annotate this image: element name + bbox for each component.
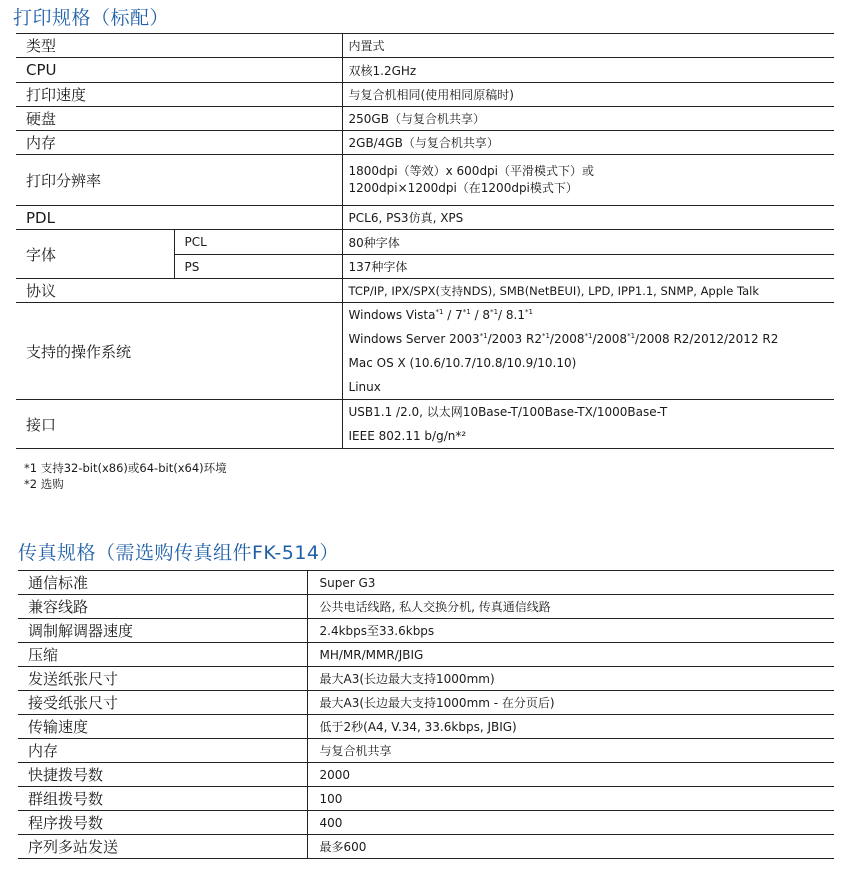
row-value: 100 [307,787,834,811]
row-value: TCP/IP, IPX/SPX(支持NDS), SMB(NetBEUI), LPD, IPP1.1, SNMP, Apple Talk [342,279,834,303]
row-value: 250GB（与复合机共享） [342,107,834,131]
spec-row-type [16,34,834,58]
fax-row [18,595,834,619]
row-sublabel: PS [174,255,342,279]
spec-row-speed [16,83,834,107]
row-value: 低于2秒(A4, V.34, 33.6kbps, JBIG) [307,715,834,739]
row-sublabel: PCL [174,230,342,255]
fax-spec-table [18,570,834,859]
row-label: 序列多站发送 [18,835,307,859]
fax-row [18,667,834,691]
row-value: 双核1.2GHz [342,58,834,83]
row-value: PCL6, PS3仿真, XPS [342,206,834,230]
row-value: MH/MR/MMR/JBIG [307,643,834,667]
fax-row [18,643,834,667]
spec-row-os [16,303,834,400]
fax-row [18,835,834,859]
row-label: 硬盘 [16,107,342,131]
row-label: 接受纸张尺寸 [18,691,307,715]
value-line-server: Windows Server 2003$^{*1}$/2003 R2$^{*1}$/2008$^{*1}$/2008$^{*1}$/2008 R2/2012/2012 R2 [348,332,779,346]
row-value: 137种字体 [342,255,834,279]
fax-row [18,811,834,835]
print-spec-table [16,33,834,449]
value-line-vista: Windows Vista$^{*1}$ / 7$^{*1}$ / 8$^{*1}$/ 8.1$^{*1}$ [348,308,533,322]
row-value [342,400,834,449]
row-value: Super G3 [307,571,834,595]
fax-row [18,763,834,787]
row-label: 通信标准 [18,571,307,595]
row-value: 2000 [307,763,834,787]
row-label: PDL [16,206,342,230]
row-label: 内存 [16,131,342,155]
row-value: 2GB/4GB（与复合机共享） [342,131,834,155]
row-label: 快捷拨号数 [18,763,307,787]
footnotes [24,460,227,492]
row-label: 协议 [16,279,342,303]
value-line-mac: Mac OS X (10.6/10.7/10.8/10.9/10.10) [348,356,577,370]
value-line: 1800dpi（等效）x 600dpi（平滑模式下）或 [348,164,595,178]
row-value: 最大A3(长边最大支持1000mm - 在分页后) [307,691,834,715]
row-label: 兼容线路 [18,595,307,619]
row-label: 传输速度 [18,715,307,739]
row-value [342,303,834,400]
spec-row-resolution [16,155,834,206]
print-spec-title: 打印规格（标配） [13,7,170,29]
row-value: 最大A3(长边最大支持1000mm) [307,667,834,691]
row-label: 程序拨号数 [18,811,307,835]
row-label: 打印速度 [16,83,342,107]
fax-row [18,715,834,739]
row-label: 内存 [18,739,307,763]
row-value: 公共电话线路, 私人交换分机, 传真通信线路 [307,595,834,619]
value-line: USB1.1 /2.0, 以太网10Base-T/100Base-TX/1000Base-T [348,405,668,419]
row-value: 400 [307,811,834,835]
spec-row-hdd [16,107,834,131]
row-value: 2.4kbps至33.6kbps [307,619,834,643]
fax-row [18,571,834,595]
fax-row [18,619,834,643]
spec-row-font-pcl [16,230,834,255]
row-value: 内置式 [342,34,834,58]
row-value: 最多600 [307,835,834,859]
row-label: 调制解调器速度 [18,619,307,643]
value-line: IEEE 802.11 b/g/n*² [348,429,467,443]
fax-row [18,691,834,715]
row-label: 压缩 [18,643,307,667]
row-label: 发送纸张尺寸 [18,667,307,691]
row-value: 与复合机共享 [307,739,834,763]
row-label: CPU [16,58,342,83]
row-label: 接口 [16,400,342,449]
footnote: *1 支持32-bit(x86)或64-bit(x64)环境 [24,461,227,475]
spec-row-memory [16,131,834,155]
row-value [342,155,834,206]
footnote: *2 选购 [24,477,64,491]
spec-row-protocol [16,279,834,303]
row-label: 群组拨号数 [18,787,307,811]
spec-row-pdl [16,206,834,230]
spec-row-cpu [16,58,834,83]
fax-row [18,739,834,763]
fax-row [18,787,834,811]
value-line: 1200dpi×1200dpi（在1200dpi模式下） [348,181,578,195]
row-value: 与复合机相同(使用相同原稿时) [342,83,834,107]
row-label: 打印分辨率 [16,155,342,206]
row-label: 支持的操作系统 [16,303,342,400]
value-line-linux: Linux [348,380,381,394]
fax-spec-title: 传真规格（需选购传真组件FK-514） [18,542,340,564]
row-label: 类型 [16,34,342,58]
spec-row-interface [16,400,834,449]
row-label: 字体 [16,230,174,279]
row-value: 80种字体 [342,230,834,255]
